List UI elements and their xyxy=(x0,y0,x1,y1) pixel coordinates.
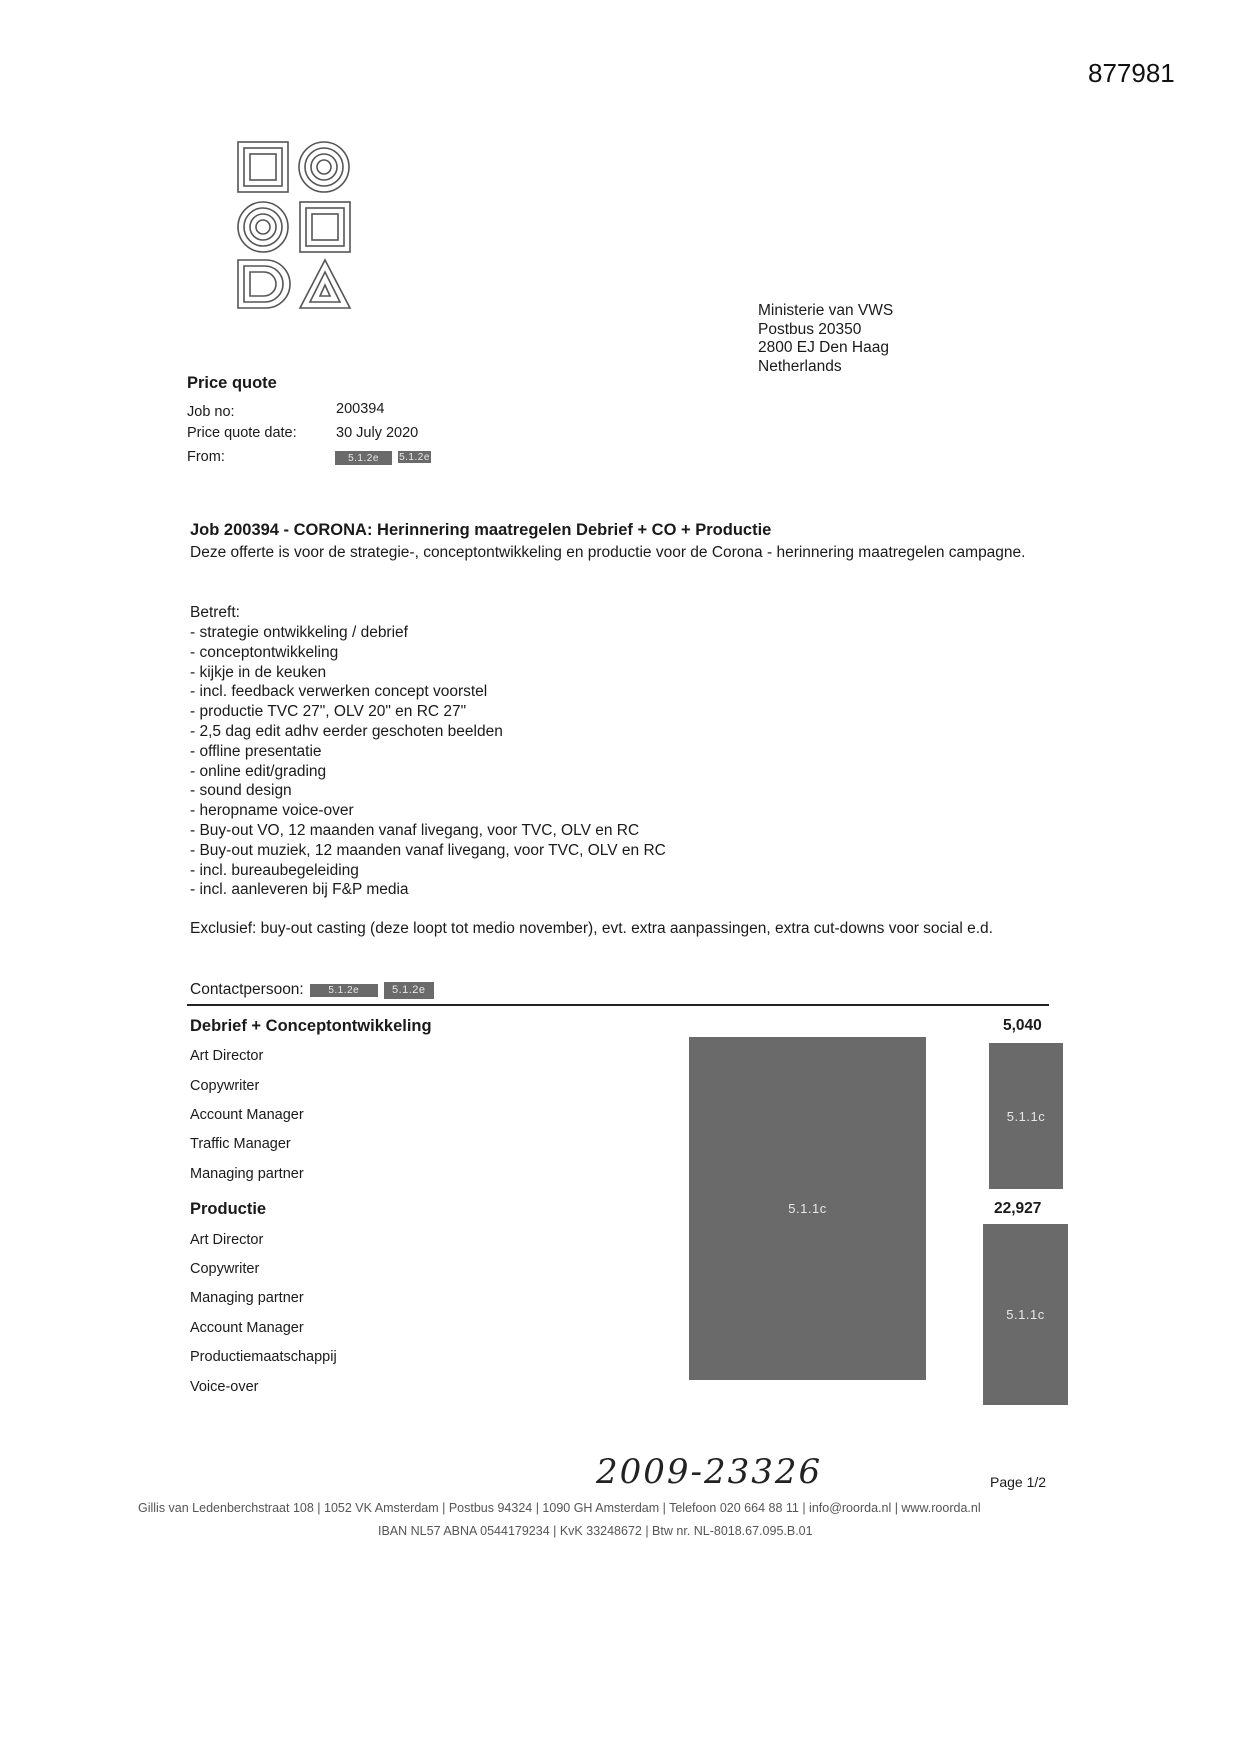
divider xyxy=(187,1004,1049,1006)
page-number: Page 1/2 xyxy=(990,1474,1047,1490)
recipient-line: Ministerie van VWS xyxy=(758,302,894,319)
section-heading: Debrief + Conceptontwikkeling xyxy=(190,1017,432,1035)
role-item: Art Director xyxy=(190,1048,264,1064)
list-item: - productie TVC 27", OLV 20" en RC 27" xyxy=(190,703,467,721)
section-amount: 22,927 xyxy=(994,1200,1042,1217)
role-item: Account Manager xyxy=(190,1107,304,1123)
job-title: Job 200394 - CORONA: Herinnering maatregelen Debrief + CO + Productie xyxy=(190,521,772,539)
from-redactions xyxy=(335,451,431,465)
role-item: Managing partner xyxy=(190,1290,304,1306)
contact-person xyxy=(190,981,434,999)
role-item: Account Manager xyxy=(190,1320,304,1336)
list-item: - offline presentatie xyxy=(190,742,322,760)
list-item: - incl. aanleveren bij F&P media xyxy=(190,881,409,899)
list-item: - incl. bureaubegeleiding xyxy=(190,861,359,879)
list-item: - heropname voice-over xyxy=(190,802,354,820)
list-item: - conceptontwikkeling xyxy=(190,643,339,661)
betreft-label: Betreft: xyxy=(190,604,240,621)
redaction-box: 5.1.2e xyxy=(335,451,392,465)
from-label: From: xyxy=(187,449,225,465)
role-item: Managing partner xyxy=(190,1166,304,1182)
job-no-label: Job no: xyxy=(187,404,235,420)
list-item: - Buy-out muziek, 12 maanden vanaf livegang, voor TVC, OLV en RC xyxy=(190,841,666,859)
date-value: 30 July 2020 xyxy=(336,425,419,441)
scope-list xyxy=(190,623,666,900)
list-item: - strategie ontwikkeling / debrief xyxy=(190,624,408,641)
list-item: - incl. feedback verwerken concept voorstel xyxy=(190,683,488,701)
role-item: Copywriter xyxy=(190,1078,260,1094)
redaction-box: 5.1.1c xyxy=(983,1224,1068,1405)
recipient-line: 2800 EJ Den Haag xyxy=(758,339,889,356)
list-item: - sound design xyxy=(190,782,292,800)
list-item: - online edit/grading xyxy=(190,762,327,780)
role-item: Voice-over xyxy=(190,1379,259,1395)
footer-bank: IBAN NL57 ABNA 0544179234 | KvK 33248672 | Btw nr. NL-8018.67.095.B.01 xyxy=(378,1524,813,1538)
role-item: Art Director xyxy=(190,1232,264,1248)
role-item: Copywriter xyxy=(190,1261,260,1277)
redaction-box: 5.1.1c xyxy=(989,1043,1063,1189)
page-title: Price quote xyxy=(187,374,277,392)
recipient-line: Postbus 20350 xyxy=(758,320,862,338)
role-item: Traffic Manager xyxy=(190,1136,291,1152)
role-item: Productiemaatschappij xyxy=(190,1349,337,1365)
section-amount: 5,040 xyxy=(1003,1017,1042,1034)
roorda-logo xyxy=(236,140,354,310)
redaction-box: 5.1.2e xyxy=(384,982,434,999)
list-item: - Buy-out VO, 12 maanden vanaf livegang, voor TVC, OLV en RC xyxy=(190,821,640,839)
contact-label: Contactpersoon: xyxy=(190,981,304,998)
date-label: Price quote date: xyxy=(187,425,297,441)
job-no-value: 200394 xyxy=(336,401,385,417)
document-id: 877981 xyxy=(1088,58,1175,88)
list-item: - 2,5 dag edit adhv eerder geschoten beelden xyxy=(190,722,503,740)
handwritten-reference: 2009-23326 xyxy=(596,1452,823,1492)
redaction-box: 5.1.2e xyxy=(310,984,378,997)
redaction-box: 5.1.1c xyxy=(689,1037,926,1380)
job-intro: Deze offerte is voor de strategie-, conceptontwikkeling en productie voor de Corona - herinnering maatregelen campagne. xyxy=(190,544,1026,561)
list-item: - kijkje in de keuken xyxy=(190,663,327,681)
redaction-box: 5.1.2e xyxy=(399,451,430,463)
recipient-address xyxy=(758,302,893,376)
exclusief-text: Exclusief: buy-out casting (deze loopt tot medio november), evt. extra aanpassingen, extra cut-downs voor social e.d. xyxy=(190,920,993,937)
recipient-line: Netherlands xyxy=(758,357,842,375)
section-heading: Productie xyxy=(190,1200,267,1218)
footer-address: Gillis van Ledenberchstraat 108 | 1052 VK Amsterdam | Postbus 94324 | 1090 GH Amsterdam | Telefoon 020 664 88 11 | info@roorda.nl | www.roorda.nl xyxy=(138,1501,981,1515)
